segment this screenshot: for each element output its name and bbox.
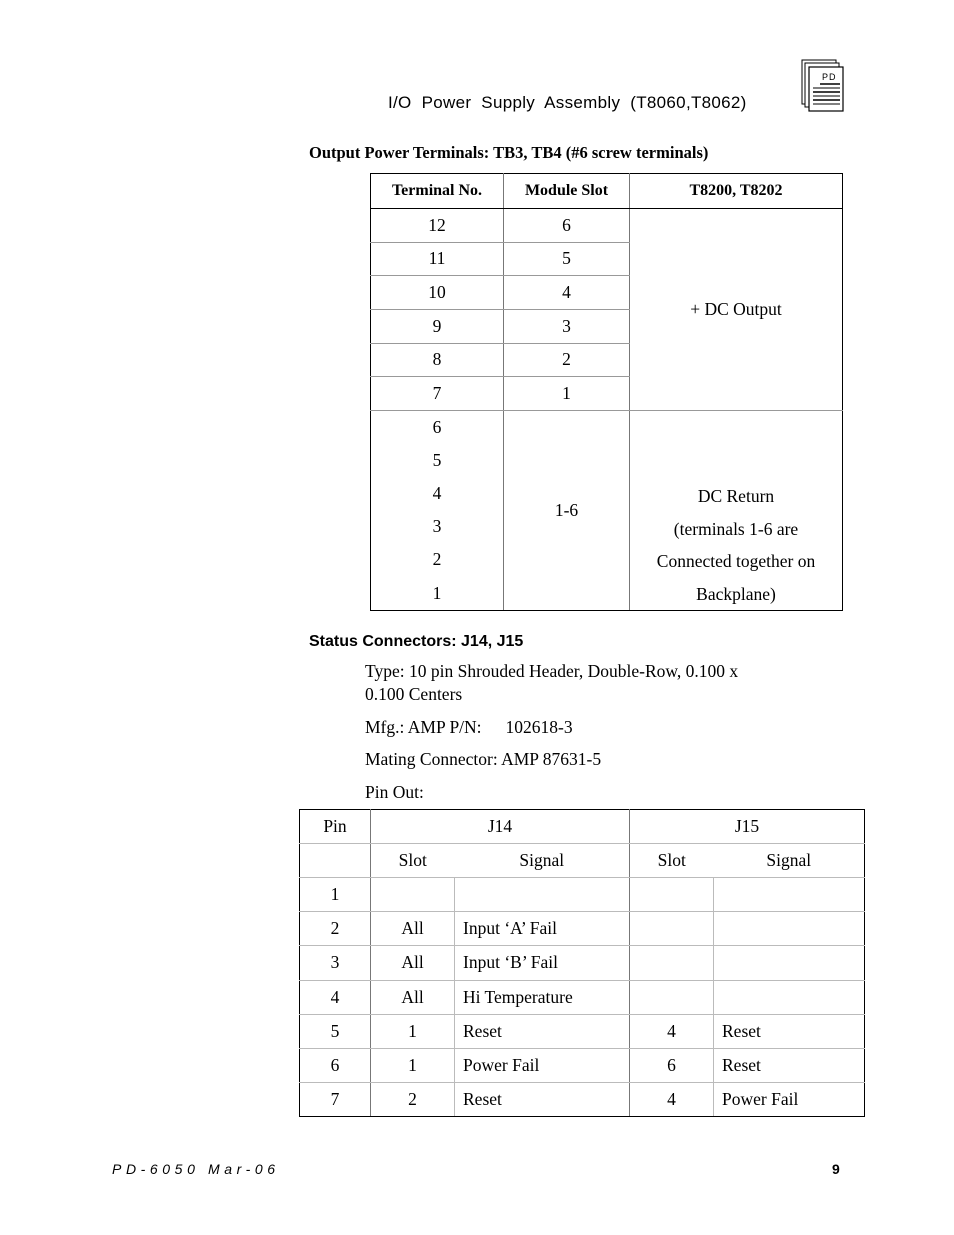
pin-cell: 4 bbox=[300, 980, 371, 1014]
j15-slot-cell bbox=[630, 946, 714, 980]
j15-slot-cell: 6 bbox=[630, 1048, 714, 1082]
j15-signal-cell: Power Fail bbox=[714, 1082, 865, 1116]
j14-slot-cell: All bbox=[371, 980, 455, 1014]
j15-slot-cell: 4 bbox=[630, 1014, 714, 1048]
dc-return-line: Backplane) bbox=[696, 583, 776, 604]
type-line: 0.100 Centers bbox=[365, 684, 463, 704]
table-row bbox=[300, 980, 865, 1014]
j14-signal-cell: Input ‘A’ Fail bbox=[455, 912, 630, 946]
table-row bbox=[300, 1082, 865, 1116]
pd-document-icon bbox=[800, 58, 846, 114]
pin-cell: 3 bbox=[300, 946, 371, 980]
j14-signal-cell: Power Fail bbox=[455, 1048, 630, 1082]
table-row bbox=[300, 1014, 865, 1048]
slot-cell: 3 bbox=[504, 309, 630, 343]
table-row bbox=[300, 912, 865, 946]
j14-signal-cell: Input ‘B’ Fail bbox=[455, 946, 630, 980]
slot-cell: 6 bbox=[504, 209, 630, 243]
j15-slot-cell bbox=[630, 912, 714, 946]
j14-signal-cell: Reset bbox=[455, 1082, 630, 1116]
signal-header: Signal bbox=[714, 844, 865, 878]
j15-signal-cell bbox=[714, 980, 865, 1014]
dc-return-cell bbox=[630, 410, 843, 610]
table-row bbox=[300, 946, 865, 980]
pin-cell: 1 bbox=[300, 878, 371, 912]
j15-signal-cell bbox=[714, 878, 865, 912]
terminal-cell: 1 bbox=[371, 577, 504, 611]
output-terminals-table bbox=[370, 173, 843, 611]
table-row bbox=[371, 209, 843, 243]
j15-slot-cell bbox=[630, 878, 714, 912]
footer-doc-id: PD-6050 Mar-06 bbox=[112, 1161, 280, 1177]
j15-header: J15 bbox=[630, 810, 865, 844]
table-row bbox=[300, 878, 865, 912]
slot-header: Slot bbox=[371, 844, 455, 878]
column-header: Terminal No. bbox=[371, 174, 504, 209]
dc-return-line: DC Return bbox=[697, 486, 775, 506]
mfg-label: Mfg.: AMP P/N: bbox=[365, 717, 482, 737]
pin-header: Pin bbox=[300, 810, 371, 844]
terminal-cell: 7 bbox=[371, 377, 504, 411]
terminal-cell: 6 bbox=[371, 410, 504, 444]
terminal-cell: 3 bbox=[371, 510, 504, 543]
j15-signal-cell bbox=[714, 912, 865, 946]
pin-cell: 2 bbox=[300, 912, 371, 946]
slot-header: Slot bbox=[630, 844, 714, 878]
type-line: Type: 10 pin Shrouded Header, Double-Row, 0.100 x bbox=[365, 661, 739, 681]
j14-slot-cell: 2 bbox=[371, 1082, 455, 1116]
terminal-cell: 2 bbox=[371, 543, 504, 576]
slot-cell: 4 bbox=[504, 276, 630, 310]
j15-signal-cell bbox=[714, 946, 865, 980]
j14-slot-cell: All bbox=[371, 912, 455, 946]
j14-slot-cell bbox=[371, 878, 455, 912]
j14-signal-cell: Reset bbox=[455, 1014, 630, 1048]
mfg-value: 102618-3 bbox=[505, 717, 573, 737]
pin-cell: 6 bbox=[300, 1048, 371, 1082]
table-row bbox=[300, 1048, 865, 1082]
terminal-cell: 9 bbox=[371, 309, 504, 343]
dc-output-cell: + DC Output bbox=[630, 209, 843, 411]
output-terminals-heading: Output Power Terminals: TB3, TB4 (#6 screw terminals) bbox=[309, 143, 709, 162]
table-header-row bbox=[371, 174, 843, 209]
j14-slot-cell: All bbox=[371, 946, 455, 980]
j15-signal-cell: Reset bbox=[714, 1014, 865, 1048]
mfg-line bbox=[365, 717, 573, 738]
terminal-cell: 11 bbox=[371, 242, 504, 276]
pinout-header-row bbox=[300, 810, 865, 844]
pinout-subheader-row bbox=[300, 844, 865, 878]
slot-cell: 1 bbox=[504, 377, 630, 411]
j14-signal-cell: Hi Temperature bbox=[455, 980, 630, 1014]
j14-header: J14 bbox=[371, 810, 630, 844]
j15-signal-cell: Reset bbox=[714, 1048, 865, 1082]
table-row bbox=[371, 410, 843, 444]
empty-cell bbox=[300, 844, 371, 878]
dc-return-line: (terminals 1-6 are bbox=[673, 518, 799, 539]
dc-return-line: Connected together on bbox=[656, 551, 816, 571]
j15-slot-cell bbox=[630, 980, 714, 1014]
mating-connector-line: Mating Connector: AMP 87631-5 bbox=[365, 749, 602, 769]
terminal-cell: 5 bbox=[371, 444, 504, 477]
slot-cell: 5 bbox=[504, 242, 630, 276]
column-header: Module Slot bbox=[504, 174, 630, 209]
pd-logo-text: PD bbox=[822, 72, 837, 82]
j14-slot-cell: 1 bbox=[371, 1014, 455, 1048]
signal-header: Signal bbox=[455, 844, 630, 878]
slot-cell: 2 bbox=[504, 343, 630, 377]
pin-cell: 7 bbox=[300, 1082, 371, 1116]
pin-cell: 5 bbox=[300, 1014, 371, 1048]
j14-slot-cell: 1 bbox=[371, 1048, 455, 1082]
return-slot-cell: 1-6 bbox=[504, 410, 630, 610]
terminal-cell: 4 bbox=[371, 477, 504, 510]
terminal-cell: 10 bbox=[371, 276, 504, 310]
status-connectors-heading: Status Connectors: J14, J15 bbox=[309, 633, 524, 650]
j15-slot-cell: 4 bbox=[630, 1082, 714, 1116]
pinout-table bbox=[299, 809, 865, 1117]
column-header: T8200, T8202 bbox=[630, 174, 843, 209]
footer-page-number: 9 bbox=[832, 1161, 840, 1177]
terminal-cell: 12 bbox=[371, 209, 504, 243]
page-header-title: I/O Power Supply Assembly (T8060,T8062) bbox=[388, 93, 747, 112]
pinout-label: Pin Out: bbox=[365, 782, 424, 802]
j14-signal-cell bbox=[455, 878, 630, 912]
terminal-cell: 8 bbox=[371, 343, 504, 377]
